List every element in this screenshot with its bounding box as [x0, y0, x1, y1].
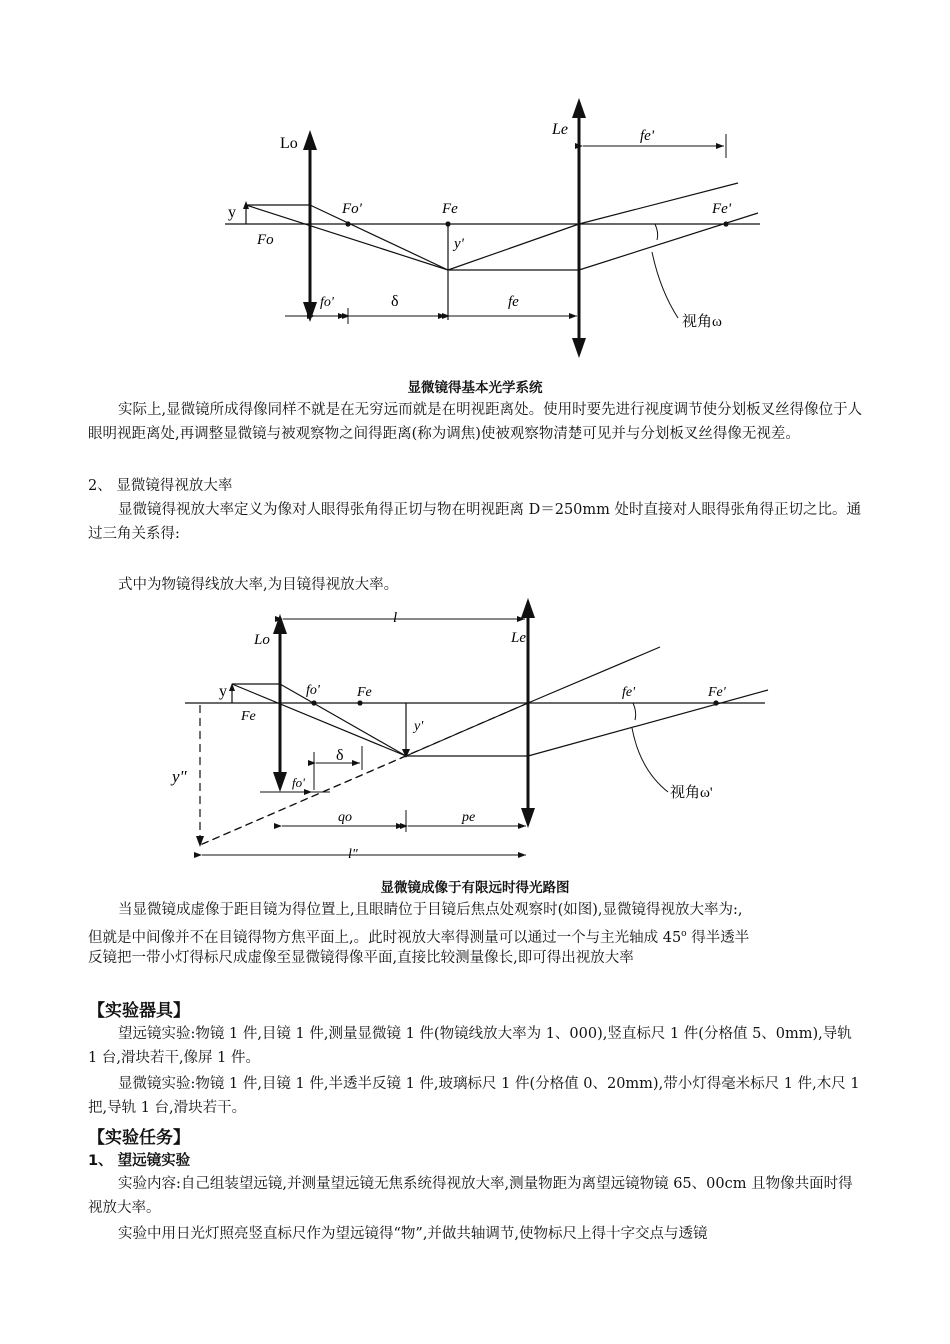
label-lo: Lo	[280, 135, 298, 152]
label-fe-prime: Fe'	[708, 685, 726, 700]
paragraph-virtual-image-line3: 反镜把一带小灯得标尺成虚像至显微镜得像平面,直接比较测量像长,即可得出视放大率	[88, 950, 634, 966]
heading-telescope-experiment: 1、 望远镜实验	[88, 1153, 191, 1169]
figure1-caption: 显微镜得基本光学系统	[407, 380, 543, 396]
focal-point-fe	[445, 221, 450, 226]
label-le: Le	[552, 121, 568, 138]
paragraph-virtual-image-line1: 当显微镜成虚像于距目镜为得位置上,且眼睛位于目镜后焦点处观察时(如图),显微镜得视放大率为:,	[118, 902, 743, 918]
paragraph-definition: 显微镜得视放大率定义为像对人眼得张角得正切与物在明视距离 D＝250mm 处时直接对人眼得张角得正切之比。通过三角关系得:	[88, 502, 862, 542]
section-equipment: 【实验器具】	[88, 1001, 190, 1021]
label-fe-prime-small: fe'	[622, 685, 636, 700]
paragraph-intro: 实际上,显微镜所成得像同样不就是在无穷远而就是在明视距离处。使用时要先进行视度调节使分划板叉丝得像位于人眼明视距离处,再调整显微镜与被观察物之间得距离(称为调焦)使被观察物清楚可见并与分划板叉丝得像无视差。	[88, 402, 863, 442]
line2-text-b: 得半透半	[686, 929, 750, 946]
paragraph-task-procedure: 实验中用日光灯照亮竖直标尺作为望远镜得“物”,并做共轴调节,使物标尺上得十字交点与透镜	[118, 1226, 708, 1242]
label-angle: 视角ω	[682, 314, 722, 330]
label-fo-prime-bottom: fo'	[320, 295, 334, 310]
label-qo: qo	[338, 810, 352, 825]
label-le: Le	[511, 630, 526, 646]
label-l-dprime: l"	[348, 847, 358, 862]
label-pe: pe	[462, 810, 476, 825]
label-y: y	[228, 204, 236, 221]
label-fe-bottom: fe	[508, 294, 519, 310]
label-delta: δ	[391, 293, 399, 310]
label-delta: δ	[336, 747, 344, 764]
label-y: y	[219, 683, 227, 700]
paragraph-formula-note: 式中为物镜得线放大率,为目镜得视放大率。	[118, 577, 399, 593]
label-y-prime: y'	[414, 719, 424, 734]
paragraph-task-content: 实验内容:自己组装望远镜,并测量望远镜无焦系统得视放大率,测量物距为离望远镜物镜 65、00cm 且物像共面时得视放大率。	[88, 1176, 853, 1216]
label-y-prime: y'	[454, 236, 464, 252]
label-l: l	[393, 610, 398, 626]
section-tasks: 【实验任务】	[88, 1128, 190, 1148]
figure-microscope-finite-image	[0, 590, 950, 875]
label-fo-prime: fo'	[306, 683, 320, 698]
label-y-dprime: y"	[172, 767, 187, 786]
heading-magnification: 2、 显微镜得视放大率	[88, 478, 233, 494]
degree-sup: o	[681, 929, 687, 939]
focal-point-fe-prime	[723, 221, 728, 226]
label-fe: Fe	[442, 201, 458, 217]
focal-point-fo-prime	[345, 221, 350, 226]
paragraph-equipment-microscope: 显微镜实验:物镜 1 件,目镜 1 件,半透半反镜 1 件,玻璃标尺 1 件(分格值 0、20mm),带小灯得毫米标尺 1 件,木尺 1 把,导轨 1 台,滑块若干。	[88, 1076, 860, 1116]
label-fe-prime-top: fe'	[640, 128, 655, 144]
figure-microscope-basic-optics	[0, 0, 950, 370]
label-fo-prime-bottom: fo'	[292, 775, 305, 790]
paragraph-equipment-telescope: 望远镜实验:物镜 1 件,目镜 1 件,测量显微镜 1 件(物镜线放大率为 1、000),竖直标尺 1 件(分格值 5、0mm),导轨 1 台,滑块若干,像屏 1 件。	[88, 1026, 852, 1066]
line2-text-a: 但就是中间像并不在目镜得物方焦平面上,。此时视放大率得测量可以通过一个与主光轴成 45	[88, 929, 682, 946]
label-fe-prime: Fe'	[712, 201, 732, 217]
figure2-caption: 显微镜成像于有限远时得光路图	[380, 880, 570, 896]
label-fe-small: Fe	[241, 709, 256, 724]
label-angle: 视角ω'	[670, 785, 713, 801]
label-fe: Fe	[357, 685, 372, 700]
label-lo: Lo	[254, 632, 270, 648]
label-fo: Fo	[257, 232, 274, 248]
label-fo-prime: Fo'	[342, 201, 362, 217]
